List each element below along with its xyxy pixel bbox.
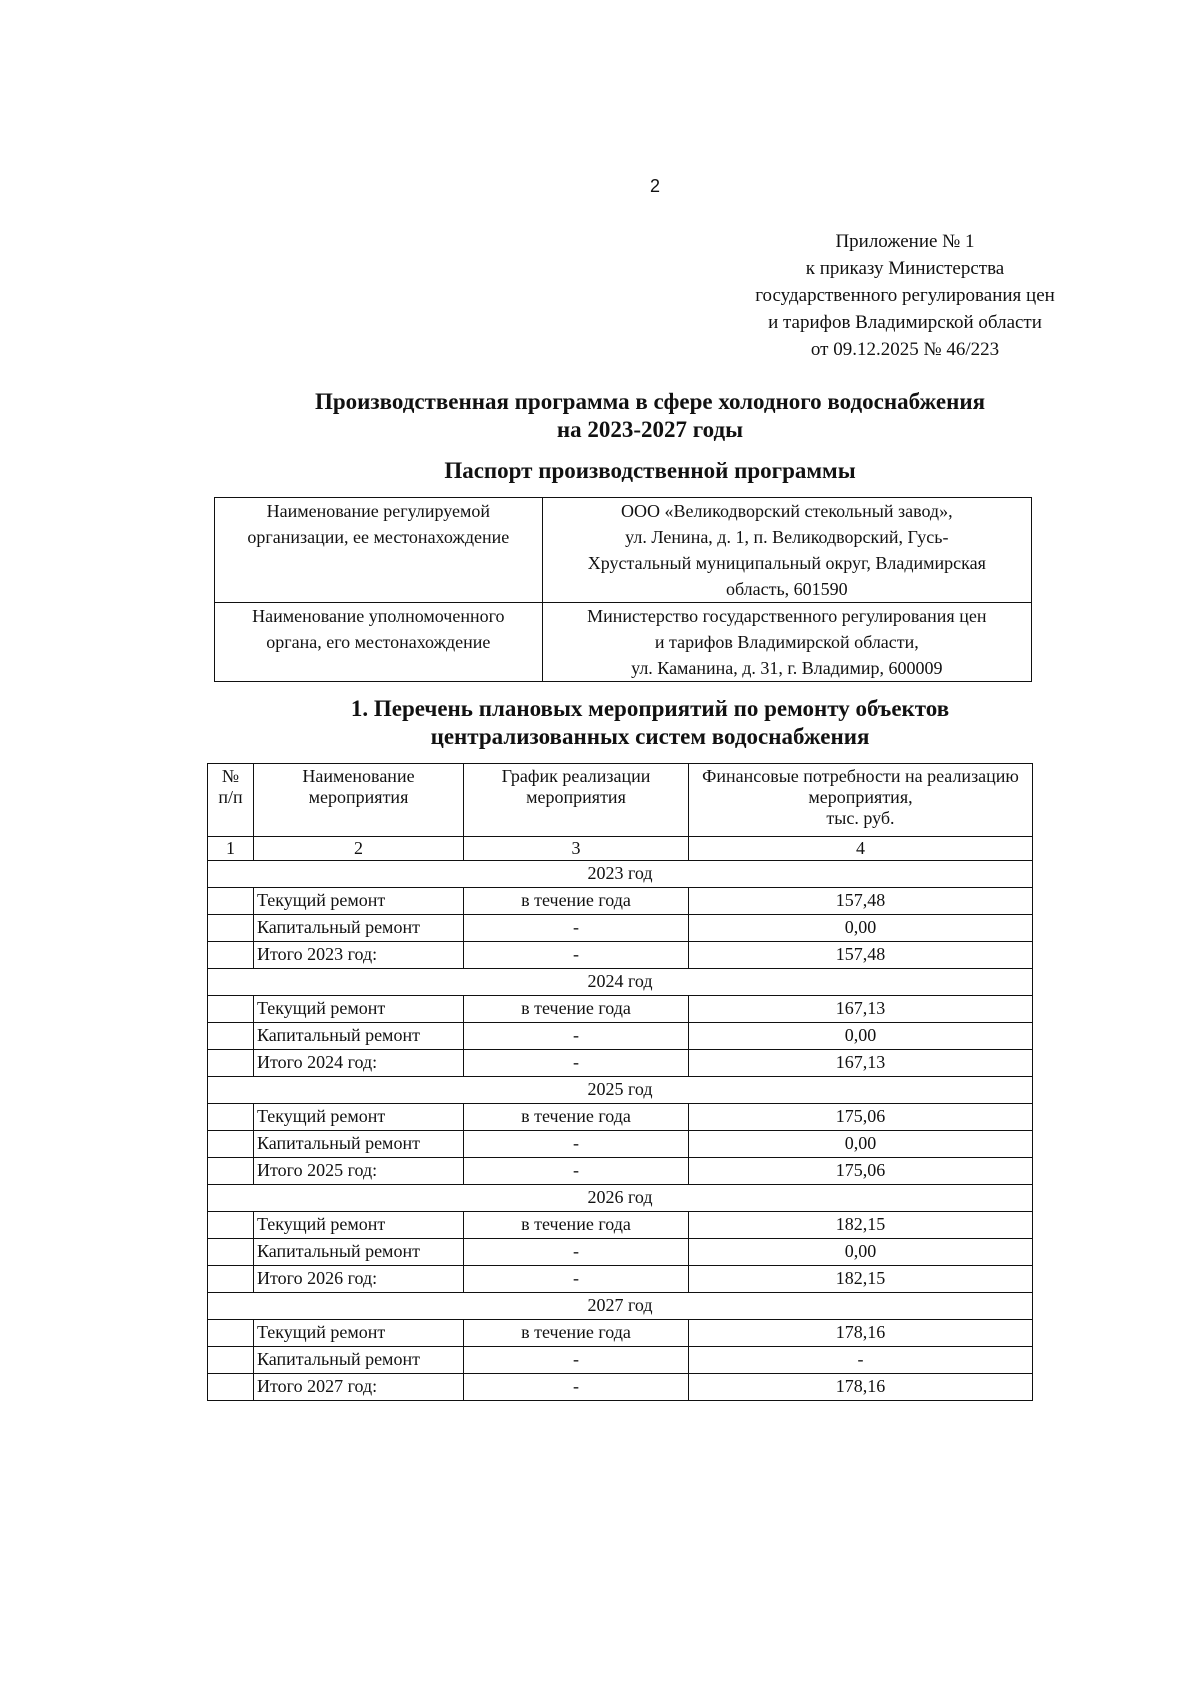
activity-name: Итого 2026 год: (254, 1266, 464, 1293)
passport-label (215, 498, 543, 603)
amount-cell: 178,16 (689, 1320, 1033, 1347)
text-line: ООО «Великодворский стекольный завод», (621, 501, 953, 521)
text-line: Министерство государственного регулирования цен (587, 606, 987, 626)
amount-cell: 175,06 (689, 1158, 1033, 1185)
column-number: 2 (254, 837, 464, 861)
schedule-cell: - (464, 1374, 689, 1401)
row-number (208, 1266, 254, 1293)
section-title (200, 695, 1100, 751)
table-row (208, 1212, 1033, 1239)
amount-cell: 0,00 (689, 1131, 1033, 1158)
schedule-cell: - (464, 915, 689, 942)
schedule-cell: - (464, 1023, 689, 1050)
text-line: органа, его местонахождение (266, 632, 491, 652)
table-row (208, 1104, 1033, 1131)
activity-name: Текущий ремонт (254, 1104, 464, 1131)
text-line: Финансовые потребности на реализацию (702, 766, 1019, 786)
activity-name: Текущий ремонт (254, 888, 464, 915)
title-line: на 2023-2027 годы (556, 417, 744, 442)
activity-name: Итого 2025 год: (254, 1158, 464, 1185)
schedule-cell: в течение года (464, 888, 689, 915)
year-row (208, 1077, 1033, 1104)
text-line: тыс. руб. (826, 808, 895, 828)
activity-name: Капитальный ремонт (254, 1347, 464, 1374)
amount-cell: - (689, 1347, 1033, 1374)
table-row (208, 1050, 1033, 1077)
table-row (208, 942, 1033, 969)
header-cell-name (254, 764, 464, 837)
schedule-cell: - (464, 1131, 689, 1158)
table-row (208, 915, 1033, 942)
appendix-line: к приказу Министерства (805, 258, 1005, 279)
row-number (208, 1374, 254, 1401)
schedule-cell: - (464, 1158, 689, 1185)
text-line: № (221, 766, 240, 786)
page-number: 2 (649, 176, 660, 196)
row-number (208, 1023, 254, 1050)
row-number (208, 996, 254, 1023)
activity-name: Итого 2024 год: (254, 1050, 464, 1077)
text-line: и тарифов Владимирской области, (654, 632, 919, 652)
appendix-line: Приложение № 1 (835, 231, 975, 252)
activity-name: Капитальный ремонт (254, 915, 464, 942)
plan-table (207, 763, 1033, 1401)
text-line: организации, ее местонахождение (247, 527, 510, 547)
header-cell-number (208, 764, 254, 837)
column-number: 3 (464, 837, 689, 861)
text-line: мероприятия, (808, 787, 913, 807)
passport-table (214, 497, 1032, 682)
year-label: 2026 год (208, 1185, 1033, 1212)
row-number (208, 1239, 254, 1266)
activity-name: Текущий ремонт (254, 1320, 464, 1347)
passport-label (215, 603, 543, 682)
amount-cell: 0,00 (689, 1023, 1033, 1050)
activity-name: Капитальный ремонт (254, 1023, 464, 1050)
table-row (208, 1266, 1033, 1293)
amount-cell: 157,48 (689, 942, 1033, 969)
passport-row (215, 498, 1032, 603)
schedule-cell: в течение года (464, 1212, 689, 1239)
text-line: Наименование уполномоченного (252, 606, 505, 626)
schedule-cell: в течение года (464, 1320, 689, 1347)
text-line: область, 601590 (725, 579, 848, 599)
amount-cell: 178,16 (689, 1374, 1033, 1401)
activity-name: Капитальный ремонт (254, 1239, 464, 1266)
schedule-cell: - (464, 1239, 689, 1266)
activity-name: Капитальный ремонт (254, 1131, 464, 1158)
appendix-line: от 09.12.2025 № 46/223 (810, 339, 1000, 360)
row-number (208, 1104, 254, 1131)
year-label: 2025 год (208, 1077, 1033, 1104)
amount-cell: 175,06 (689, 1104, 1033, 1131)
amount-cell: 182,15 (689, 1266, 1033, 1293)
column-number: 1 (208, 837, 254, 861)
table-row (208, 1131, 1033, 1158)
row-number (208, 1347, 254, 1374)
header-cell-amount (689, 764, 1033, 837)
header-cell-schedule (464, 764, 689, 837)
row-number (208, 942, 254, 969)
passport-heading: Паспорт производственной программы (444, 458, 856, 483)
activity-name: Итого 2027 год: (254, 1374, 464, 1401)
table-row (208, 1347, 1033, 1374)
table-row (208, 1158, 1033, 1185)
text-line: мероприятия (526, 787, 626, 807)
row-number (208, 888, 254, 915)
amount-cell: 0,00 (689, 1239, 1033, 1266)
title-line: централизованных систем водоснабжения (430, 724, 870, 749)
table-row (208, 996, 1033, 1023)
activity-name: Итого 2023 год: (254, 942, 464, 969)
text-line: мероприятия (308, 787, 409, 807)
row-number (208, 1158, 254, 1185)
title-line: 1. Перечень плановых мероприятий по ремонту объектов (350, 696, 950, 721)
schedule-cell: - (464, 942, 689, 969)
text-line: Наименование (302, 766, 415, 786)
year-row (208, 969, 1033, 996)
amount-cell: 182,15 (689, 1212, 1033, 1239)
schedule-cell: в течение года (464, 996, 689, 1023)
year-label: 2024 год (208, 969, 1033, 996)
text-line: График реализации (501, 766, 651, 786)
amount-cell: 0,00 (689, 915, 1033, 942)
activity-name: Текущий ремонт (254, 996, 464, 1023)
table-row (208, 888, 1033, 915)
row-number (208, 1131, 254, 1158)
appendix-block (720, 228, 1090, 363)
year-label: 2027 год (208, 1293, 1033, 1320)
text-line: ул. Ленина, д. 1, п. Великодворский, Гусь- (625, 527, 949, 547)
amount-cell: 167,13 (689, 996, 1033, 1023)
column-number: 4 (689, 837, 1033, 861)
amount-cell: 157,48 (689, 888, 1033, 915)
row-number (208, 1050, 254, 1077)
amount-cell: 167,13 (689, 1050, 1033, 1077)
text-line: Хрустальный муниципальный округ, Владимирская (587, 553, 986, 573)
header-row (208, 764, 1033, 837)
row-number (208, 1212, 254, 1239)
activity-name: Текущий ремонт (254, 1212, 464, 1239)
appendix-line: государственного регулирования цен (755, 285, 1055, 306)
passport-row (215, 603, 1032, 682)
schedule-cell: - (464, 1050, 689, 1077)
year-row (208, 1185, 1033, 1212)
schedule-cell: в течение года (464, 1104, 689, 1131)
text-line: Наименование регулируемой (266, 501, 490, 521)
schedule-cell: - (464, 1266, 689, 1293)
title-line: Производственная программа в сфере холодного водоснабжения (314, 389, 986, 414)
column-number-row (208, 837, 1033, 861)
passport-value (542, 603, 1031, 682)
year-label: 2023 год (208, 861, 1033, 888)
year-row (208, 1293, 1033, 1320)
row-number (208, 1320, 254, 1347)
schedule-cell: - (464, 1347, 689, 1374)
appendix-line: и тарифов Владимирской области (768, 312, 1042, 333)
text-line: п/п (218, 787, 243, 807)
year-row (208, 861, 1033, 888)
table-row (208, 1023, 1033, 1050)
table-row (208, 1374, 1033, 1401)
passport-value (542, 498, 1031, 603)
row-number (208, 915, 254, 942)
text-line: ул. Каманина, д. 31, г. Владимир, 600009 (631, 658, 943, 678)
table-row (208, 1320, 1033, 1347)
table-row (208, 1239, 1033, 1266)
document-title (200, 388, 1100, 444)
